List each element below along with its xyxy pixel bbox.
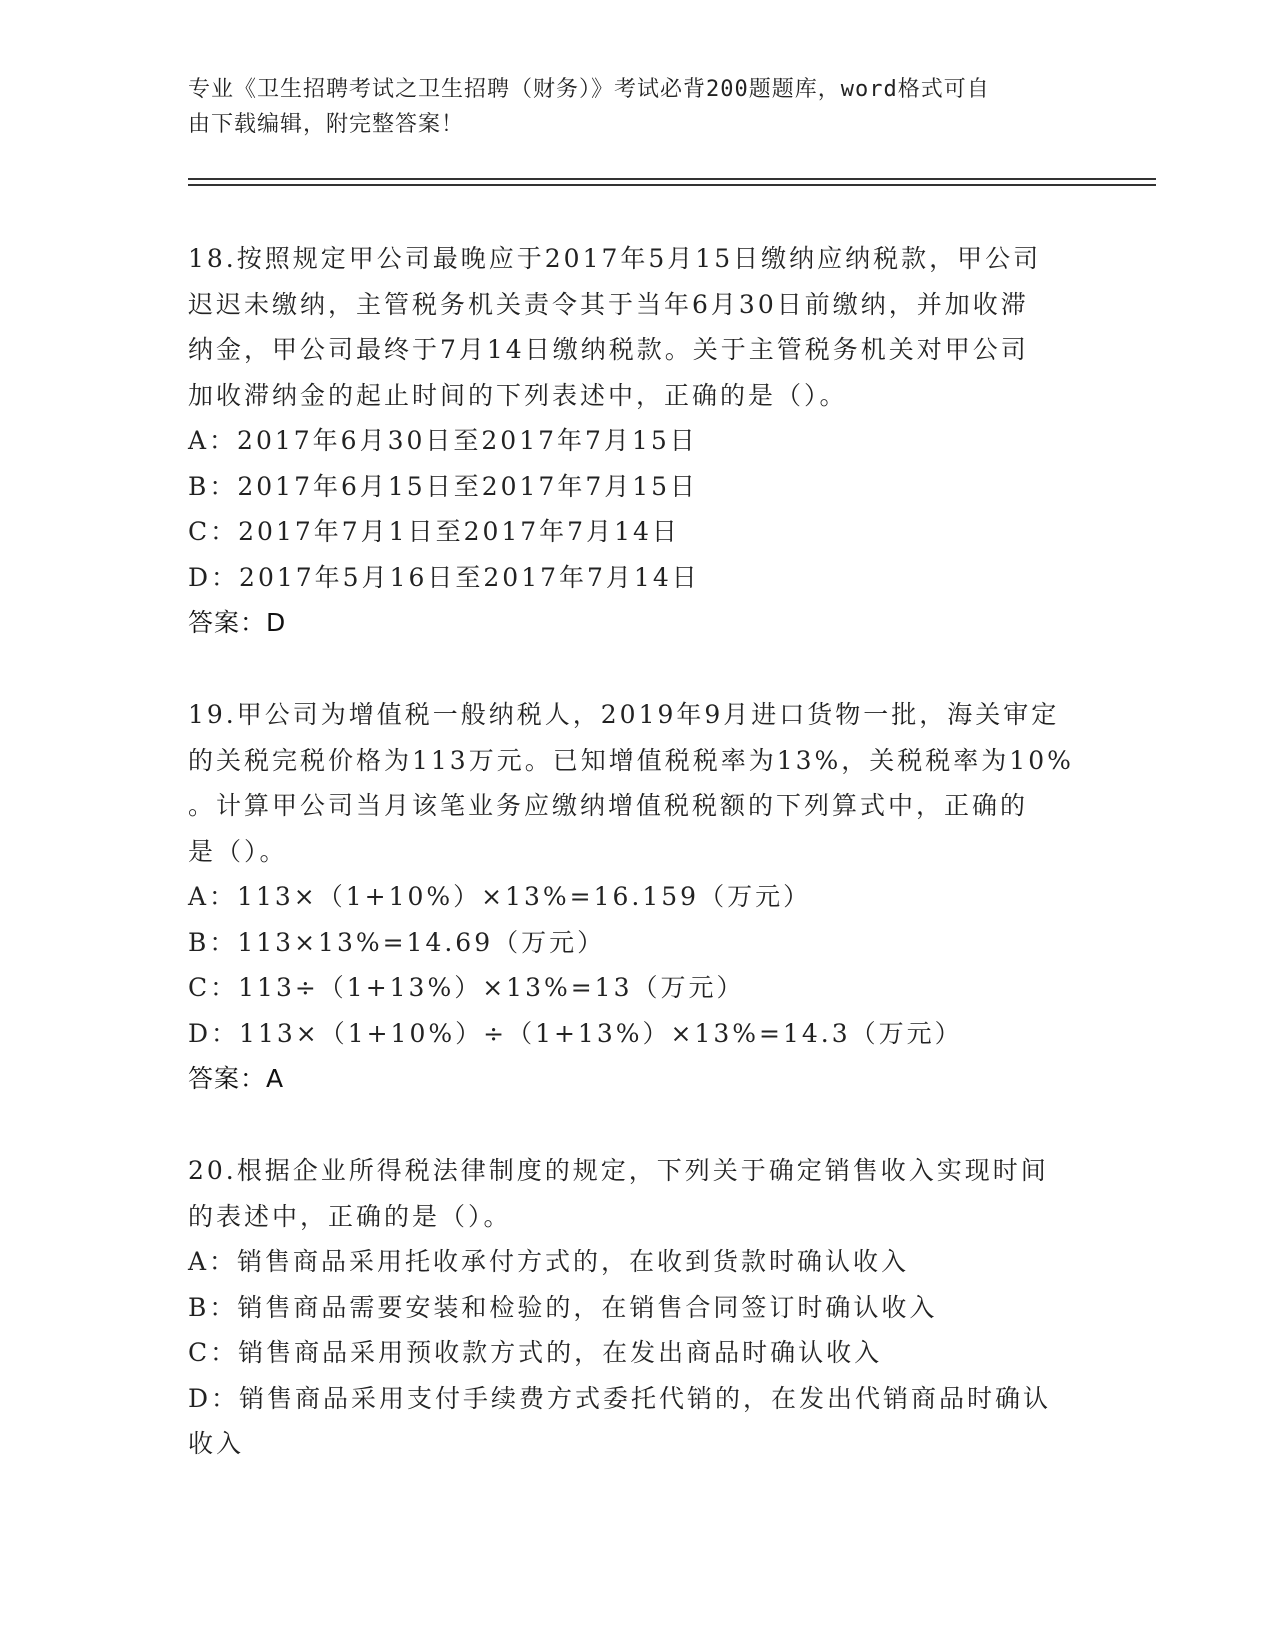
answer: 答案：D [188,608,287,637]
option-a: A：销售商品采用托收承付方式的，在收到货款时确认收入 [188,1247,910,1276]
document-header [188,72,1088,142]
option-c: C：2017年7月1日至2017年7月14日 [188,517,680,546]
option-b: B：113×13%=14.69（万元） [188,927,606,957]
question-stem-line: 19.甲公司为增值税一般纳税人，2019年9月进口货物一批，海关审定 [188,700,1060,729]
option-d: D：销售商品采用支付手续费方式委托代销的，在发出代销商品时确认 [188,1383,1052,1413]
question-stem-line: 纳金，甲公司最终于7月14日缴纳税款。关于主管税务机关对甲公司 [188,335,1029,364]
option-b: B：销售商品需要安装和检验的，在销售合同签订时确认收入 [188,1292,938,1322]
option-a: A：113×（1+10%）×13%=16.159（万元） [188,882,812,911]
question-stem-line: 18.按照规定甲公司最晚应于2017年5月15日缴纳应纳税款，甲公司 [188,244,1042,273]
question-19 [188,692,1088,1102]
option-c: C：销售商品采用预收款方式的，在发出商品时确认收入 [188,1338,883,1367]
header-line: 由下载编辑，附完整答案！ [188,112,465,137]
header-divider [188,184,1156,186]
question-18 [188,236,1088,646]
header-line: 专业《卫生招聘考试之卫生招聘（财务）》考试必背200题题库，word格式可自 [188,77,990,102]
question-stem-line: 20.根据企业所得税法律制度的规定，下列关于确定销售收入实现时间 [188,1156,1049,1185]
option-d-continued: 收入 [188,1429,245,1458]
header-divider [188,178,1156,180]
question-20 [188,1148,1088,1467]
option-d: D：2017年5月16日至2017年7月14日 [188,562,700,592]
option-d: D：113×（1+10%）÷（1+13%）×13%=14.3（万元） [188,1018,963,1048]
question-stem-line: 的表述中，正确的是（）。 [188,1201,512,1231]
question-stem-line: 是（）。 [188,836,288,866]
option-c: C：113÷（1+13%）×13%=13（万元） [188,973,745,1002]
option-b: B：2017年6月15日至2017年7月15日 [188,471,699,501]
option-a: A：2017年6月30日至2017年7月15日 [188,426,698,455]
question-stem-line: 的关税完税价格为113万元。已知增值税税率为13%，关税税率为10% [188,745,1074,775]
question-stem-line: 。计算甲公司当月该笔业务应缴纳增值税税额的下列算式中，正确的 [188,791,1029,820]
question-stem-line: 迟迟未缴纳，主管税务机关责令其于当年6月30日前缴纳，并加收滞 [188,289,1029,319]
answer: 答案：A [188,1064,285,1093]
question-stem-line: 加收滞纳金的起止时间的下列表述中，正确的是（）。 [188,380,848,410]
